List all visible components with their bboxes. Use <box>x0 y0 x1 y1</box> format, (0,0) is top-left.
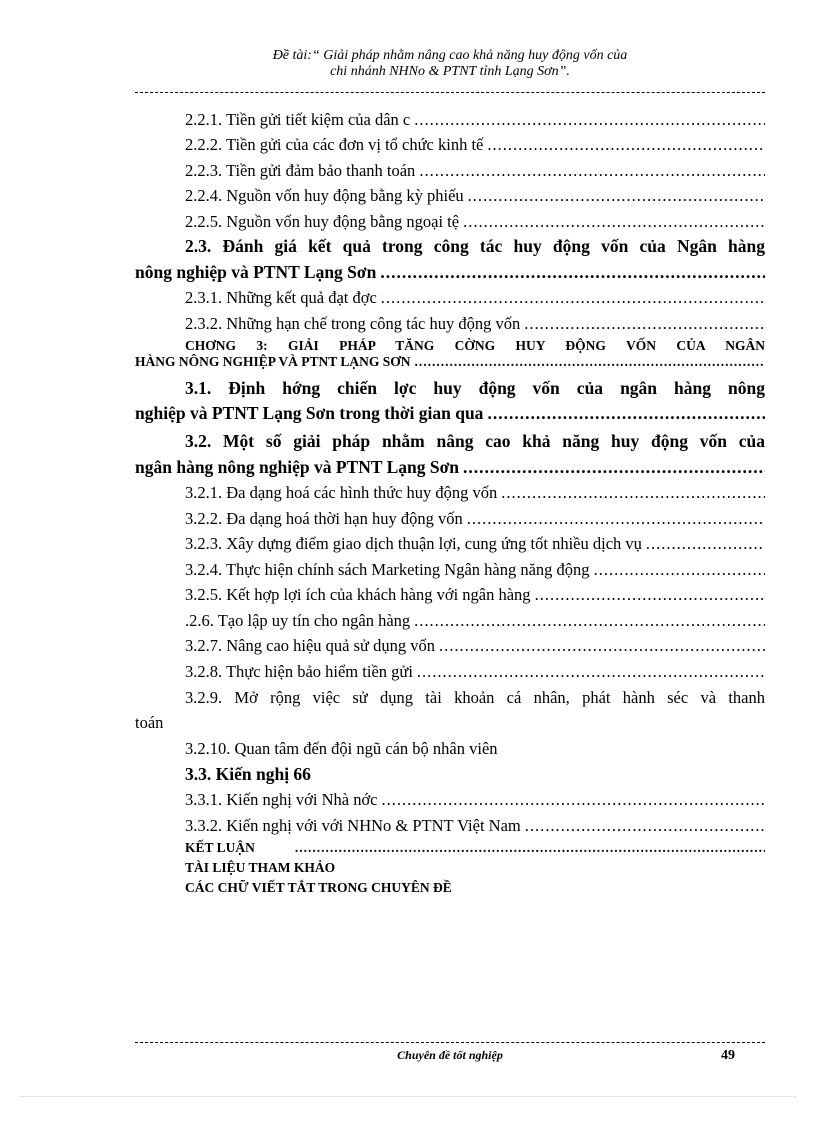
dot-leader <box>487 403 765 424</box>
toc-entry: 2.2.1. Tiền gửi tiết kiệm của dân c ..... <box>135 104 765 130</box>
page-footer <box>135 1048 765 1068</box>
toc-section-heading: 3.3. Kiến nghị 66 <box>185 763 311 784</box>
toc-entry: 3.2.3. Xây dựng điểm giao dịch thuận lợi, cung ứng tốt nhiều dịch vụ ..... <box>135 529 765 555</box>
toc-entry: 3.2.5. Kết hợp lợi ích của khách hàng với ngân hàng ..... <box>135 580 765 606</box>
header-divider <box>135 92 765 93</box>
dot-leader <box>646 534 765 554</box>
dot-leader <box>419 161 765 181</box>
dot-leader <box>417 662 765 682</box>
dot-leader <box>501 483 765 503</box>
toc-entry: 3.2.10. Quan tâm đến đội ngũ cán bộ nhân viên <box>185 739 498 758</box>
header-line-2: chi nhánh NHNo & PTNT tỉnh Lạng Sơn”. <box>330 64 570 79</box>
toc-entry: 3.2.7. Nâng cao hiệu quả sử dụng vốn ..... <box>135 631 765 657</box>
dot-leader <box>382 790 765 810</box>
page-number: 49 <box>721 1048 735 1063</box>
toc-entry: 2.2.4. Nguồn vốn huy động bằng kỳ phiếu ..... <box>135 181 765 207</box>
toc-entry: 3.2.8. Thực hiện bảo hiểm tiền gửi ..... <box>135 656 765 682</box>
toc-entry: 3.2.1. Đa dạng hoá các hình thức huy động vốn ..... <box>135 478 765 504</box>
toc-section-heading: 3.1. Định hớng chiến lợc huy động vốn của ngân hàng nông <box>185 377 765 398</box>
toc-entry: 3.3.1. Kiến nghị với Nhà nớc ..... <box>135 785 765 811</box>
toc-section-heading: 3.2. Một số giải pháp nhằm nâng cao khả năng huy động vốn của <box>185 431 765 451</box>
dot-leader <box>295 840 765 856</box>
dot-leader <box>381 288 765 308</box>
page-edge-divider <box>20 1096 796 1097</box>
toc-chapter-heading: CHƠNG 3: GIẢI PHÁP TĂNG CỜNG HUY ĐỘNG VỐN CỦA NGÂN <box>185 337 765 353</box>
toc-entry: 3.2.2. Đa dạng hoá thời hạn huy động vốn ..... <box>135 503 765 529</box>
toc-entry-continuation: toán <box>135 713 164 732</box>
footer-title: Chuyên đề tốt nghiệp <box>397 1048 503 1062</box>
dot-leader <box>463 212 765 232</box>
dot-leader <box>524 314 765 334</box>
dot-leader <box>415 354 765 370</box>
dot-leader <box>468 186 765 206</box>
toc-entry: 3.2.9. Mở rộng việc sử dụng tài khoản cá nhân, phát hành séc và thanh <box>185 687 765 707</box>
toc-chapter-heading: TÀI LIỆU THAM KHẢO <box>185 859 336 875</box>
toc-entry: 2.2.5. Nguồn vốn huy động bằng ngoại tệ ..... <box>135 206 765 232</box>
toc-section-heading: ngân hàng nông nghiệp và PTNT Lạng Sơn ..... <box>135 452 765 478</box>
dot-leader <box>594 560 765 580</box>
footer-divider <box>135 1042 765 1043</box>
dot-leader <box>414 611 765 631</box>
toc-entry: 3.2.4. Thực hiện chính sách Marketing Ngân hàng năng động ..... <box>135 554 765 580</box>
dot-leader <box>535 585 765 605</box>
dot-leader <box>439 636 765 656</box>
dot-leader <box>467 509 765 529</box>
toc-chapter-heading: CÁC CHỮ VIẾT TẮT TRONG CHUYÊN ĐỀ <box>185 879 452 895</box>
toc-chapter-heading: KẾT LUẬN ..... <box>135 836 765 856</box>
toc-section-heading: nông nghiệp và PTNT Lạng Sơn ..... <box>135 257 765 283</box>
dot-leader <box>463 457 765 478</box>
toc-entry: 2.2.3. Tiền gửi đảm bảo thanh toán ..... <box>135 155 765 181</box>
toc-chapter-heading: HÀNG NÔNG NGHIỆP VÀ PTNT LẠNG SƠN ..... <box>135 354 765 370</box>
toc-entry: .2.6. Tạo lập uy tín cho ngân hàng ..... <box>135 605 765 631</box>
dot-leader <box>525 816 765 836</box>
toc-entry: 2.2.2. Tiền gửi của các đơn vị tổ chức kinh tế ..... <box>135 130 765 156</box>
page-header <box>135 48 765 80</box>
dot-leader <box>414 110 765 130</box>
toc-section-heading: nghiệp và PTNT Lạng Sơn trong thời gian qua ..... <box>135 399 765 425</box>
dot-leader <box>487 135 765 155</box>
toc-section-heading: 2.3. Đánh giá kết quả trong công tác huy động vốn của Ngân hàng <box>185 236 765 256</box>
dot-leader <box>380 262 765 283</box>
table-of-contents <box>135 104 765 896</box>
toc-entry: 2.3.2. Những hạn chế trong công tác huy động vốn ..... <box>135 308 765 334</box>
toc-entry: 2.3.1. Những kết quả đạt đợc ..... <box>135 283 765 309</box>
header-line-1: Đề tài:“ Giải pháp nhằm nâng cao khả năng huy động vốn của <box>272 48 628 63</box>
toc-entry: 3.3.2. Kiến nghị với với NHNo & PTNT Việt Nam ..... <box>135 810 765 836</box>
